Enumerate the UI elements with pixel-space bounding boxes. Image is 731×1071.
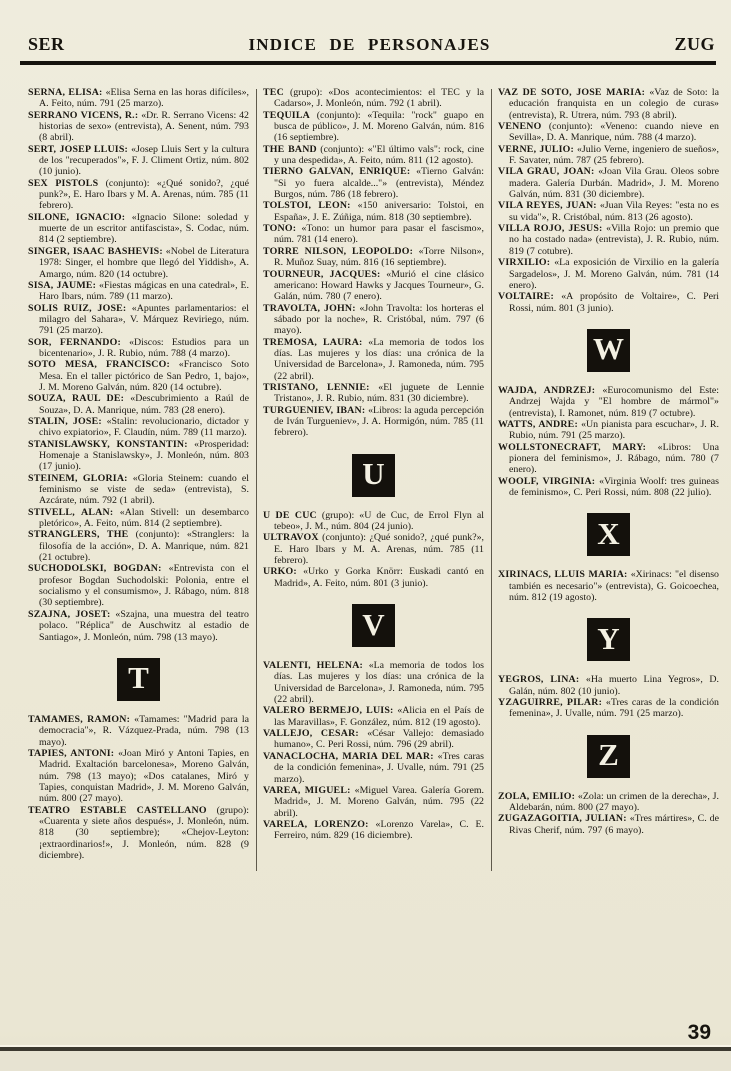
entry-name: TEATRO ESTABLE CASTELLANO xyxy=(28,804,207,816)
entry-name: VALLEJO, CESAR: xyxy=(263,728,359,740)
index-entry: TONO: «Tono: un humor para pasar el fascismo», núm. 781 (14 enero). xyxy=(263,223,484,246)
index-entry: STIVELL, ALAN: «Alan Stivell: un desembarco pletórico», A. Feito, núm. 814 (2 septiembre). xyxy=(28,506,249,530)
index-entry: TRAVOLTA, JOHN: «John Travolta: los horteras el sábado por la noche», R. Cristóbal, núm. 797 (6 mayo). xyxy=(263,302,484,337)
index-entry: ZOLA, EMILIO: «Zola: un crimen de la derecha», J. Aldebarán, núm. 800 (27 mayo). xyxy=(498,790,719,814)
entry-name: TRISTANO, LENNIE: xyxy=(263,381,370,393)
header-right-range: ZUG xyxy=(674,34,715,54)
column-separator-1 xyxy=(256,89,257,871)
entry-name: TOLSTOI, LEON: xyxy=(263,200,351,212)
column-separator-2 xyxy=(491,89,492,871)
header-rule xyxy=(20,61,716,65)
entry-name: VALERO BERMEJO, LUIS: xyxy=(263,705,394,717)
index-entry: XIRINACS, LLUIS MARIA: «Xirinacs: "el disenso también es necesario"» (entrevista), G. Goicoechea, núm. 812 (19 agosto). xyxy=(498,569,719,603)
index-entry: SERRANO VICENS, R.: «Dr. R. Serrano Vicens: 42 historias de sexo» (entrevista), A. Senent, núm. 793 (8 abril). xyxy=(28,109,249,144)
index-entry: U DE CUC (grupo): «U de Cuc, de Errol Flyn al tebeo», J. M., núm. 804 (24 junio). xyxy=(263,509,484,532)
index-entry: VALERO BERMEJO, LUIS: «Alicia en el País de las Maravillas», F. González, núm. 812 (19 agosto). xyxy=(263,705,484,728)
index-entry: URKO: «Urko y Gorka Knörr: Euskadi cantó en Madrid», A. Feito, núm. 801 (3 junio). xyxy=(263,566,484,589)
index-entry: STALIN, JOSE: «Stalin: revolucionario, dictador y chivo expiatorio», F. Claudín, núm. 789 (11 marzo). xyxy=(28,415,249,439)
entry-name: SOTO MESA, FRANCISCO: xyxy=(28,359,171,371)
index-entry: TRISTANO, LENNIE: «El juguete de Lennie Tristano», J. R. Rubio, núm. 831 (30 diciembre). xyxy=(263,381,484,405)
section-letter-Z xyxy=(587,735,630,778)
entry-name: SOLIS RUIZ, JOSE: xyxy=(28,302,127,314)
entry-name: VENENO xyxy=(498,121,542,133)
entry-name: VALENTI, HELENA: xyxy=(263,660,364,672)
section-letter-V xyxy=(352,604,395,647)
index-entry: SEX PISTOLS (conjunto): «¿Qué sonido?, ¿qué punk?», E. Haro Ibars y M. A. Arenas, núm. 785 (11 febrero). xyxy=(28,177,249,212)
entry-name: TIERNO GALVAN, ENRIQUE: xyxy=(263,166,411,178)
entry-name: SUCHODOLSKI, BOGDAN: xyxy=(28,563,162,575)
index-entry: VILA REYES, JUAN: «Juan Vila Reyes: "esta no es su vida"», R. Cristóbal, núm. 813 (26 agosto). xyxy=(498,200,719,223)
entry-name: SINGER, ISAAC BASHEVIS: xyxy=(28,245,163,257)
entry-name: VILA REYES, JUAN: xyxy=(498,200,597,212)
index-entry: WOLLSTONECRAFT, MARY: «Libros: Una pionera del feminismo», J. Rábago, núm. 780 (7 enero). xyxy=(498,441,720,476)
section-letter-T xyxy=(117,658,160,701)
entry-name: SEX PISTOLS xyxy=(28,177,99,189)
index-entry: ZUGAZAGOITIA, JULIAN: «Tres mártires», C. de Rivas Cherif, núm. 797 (6 mayo). xyxy=(498,813,719,836)
index-entry: VILA GRAU, JOAN: «Joan Vila Grau. Oleos sobre madera. Galería Durbán. Madrid», J. M. Moreno Galván, núm. 831 (30 diciembre). xyxy=(498,166,719,201)
index-entry: STRANGLERS, THE (conjunto): «Stranglers: la filosofía de la acción», D. A. Manrique, núm. 821 (21 octubre). xyxy=(28,529,249,564)
index-columns xyxy=(28,87,718,871)
entry-name: SERNA, ELISA: xyxy=(28,87,103,98)
index-entry: TEQUILA (conjunto): «Tequila: "rock" guapo en busca de público», J. M. Moreno Galván, núm. 816 (16 septiembre). xyxy=(263,109,484,144)
entry-name: THE BAND xyxy=(263,143,317,155)
index-entry: VENENO (conjunto): «Veneno: cuando nieve en Sevilla», D. A. Manrique, núm. 788 (4 marzo). xyxy=(498,121,719,144)
section-letter-U xyxy=(352,454,395,497)
entry-name: XIRINACS, LLUIS MARIA: xyxy=(498,569,628,581)
index-entry: SINGER, ISAAC BASHEVIS: «Nobel de Literatura 1978: Singer, el hombre que llegó del Yiddish», A. Amargo, núm. 820 (14 octubre). xyxy=(28,245,249,280)
section-letter-glyph: Y xyxy=(597,620,620,656)
entry-name: WATTS, ANDRE: xyxy=(498,418,578,430)
entry-name: SOR, FERNANDO: xyxy=(28,336,121,348)
index-column-3 xyxy=(498,87,719,871)
index-entry: TREMOSA, LAURA: «La memoria de todos los días. Las mujeres y los días: una crónica de la Universidad de Barcelona», J. Ramoneda, núm. 795 (22 abril). xyxy=(263,336,484,382)
section-letter-glyph: W xyxy=(593,331,624,367)
index-entry: VERNE, JULIO: «Julio Verne, ingeniero de sueños», F. Savater, núm. 787 (25 febrero). xyxy=(498,143,719,167)
page-number: 39 xyxy=(687,1021,711,1044)
background-below-page xyxy=(0,1051,731,1071)
index-entry: VIRXILIO: «La exposición de Virxilio en la galería Sargadelos», J. M. Moreno Galván, núm. 781 (14 enero). xyxy=(498,257,719,291)
index-entry: VALLEJO, CESAR: «César Vallejo: demasiado humano», C. Peri Rossi, núm. 796 (29 abril). xyxy=(263,728,484,751)
index-entry: TEATRO ESTABLE CASTELLANO (grupo): «Cuarenta y siete años después», J. Monleón, núm. 818 (30 septiembre); «Chejov-Leyton: ¡extraordinarios!», J. Monleón, núm. 828 (9 diciembre). xyxy=(28,804,249,861)
entry-name: TAMAMES, RAMON: xyxy=(28,713,131,725)
index-entry: STEINEM, GLORIA: «Gloria Steinem: cuando el feminismo se viste de seda» (entrevista), S. Azcárate, núm. 792 (1 abril). xyxy=(28,472,249,507)
header-left-range: SER xyxy=(28,34,65,54)
entry-name: TRAVOLTA, JOHN: xyxy=(263,302,356,314)
entry-name: VILLA ROJO, JESUS: xyxy=(498,223,603,235)
index-entry: VARELA, LORENZO: «Lorenzo Varela», C. E. Ferreiro, núm. 829 (16 diciembre). xyxy=(263,818,484,842)
entry-name: VILA GRAU, JOAN: xyxy=(498,166,595,178)
index-entry: SZAJNA, JOSET: «Szajna, una muestra del teatro polaco. "Réplica" de Auschwitz al estadio de Santiago», J. Monleón, núm. 798 (13 mayo). xyxy=(28,608,249,643)
section-letter-X xyxy=(587,513,630,556)
entry-name: YZAGUIRRE, PILAR: xyxy=(498,697,603,709)
section-letter-glyph: X xyxy=(597,515,620,551)
entry-name: TEQUILA xyxy=(263,109,310,121)
entry-name: U DE CUC xyxy=(263,509,317,521)
index-entry: TOURNEUR, JACQUES: «Murió el cine clásico americano: Howard Hawks y Jacques Tourneur», G. Galán, núm. 780 (7 enero). xyxy=(263,268,484,303)
entry-name: SERRANO VICENS, R.: xyxy=(28,109,139,121)
entry-name: TONO: xyxy=(263,223,297,235)
index-entry: THE BAND (conjunto): «"El último vals": rock, cine y una despedida», A. Feito, núm. 811 (12 agosto). xyxy=(263,143,484,167)
index-entry: VAZ DE SOTO, JOSE MARIA: «Vaz de Soto: la educación franquista en un colegio de curas» (entrevista), R. Utrera, núm. 793 (8 abril). xyxy=(498,87,719,121)
index-entry: VILLA ROJO, JESUS: «Villa Rojo: un premio que no ha costado nada» (entrevista), J. R. Rubio, núm. 819 (7 cotubre). xyxy=(498,223,719,257)
entry-name: WOLLSTONECRAFT, MARY: xyxy=(498,441,647,453)
index-entry: SISA, JAUME: «Fiestas mágicas en una catedral», E. Haro Ibars, núm. 789 (11 marzo). xyxy=(28,279,249,303)
entry-name: SISA, JAUME: xyxy=(28,279,97,291)
index-entry: WOOLF, VIRGINIA: «Virginia Woolf: tres guineas de feminismo», C. Peri Rossi, núm. 808 (22 julio). xyxy=(498,475,720,498)
index-entry: STANISLAWSKY, KONSTANTIN: «Prosperidad: Homenaje a Stanislawsky», J. Monleón, núm. 803 (17 junio). xyxy=(28,438,249,473)
index-entry: WATTS, ANDRE: «Un pianista para escuchar», J. R. Rubio, núm. 791 (25 marzo). xyxy=(498,418,719,442)
index-entry: WAJDA, ANDRZEJ: «Eurocomunismo del Este: Andrzej Wajda y "El hombre de mármol"» (entrevista), I. Ramonet, núm. 819 (7 octubre). xyxy=(498,384,719,419)
entry-name: TORRE NILSON, LEOPOLDO: xyxy=(263,245,414,257)
entry-name: VANACLOCHA, MARIA DEL MAR: xyxy=(263,750,434,762)
entry-name: TEC xyxy=(263,87,284,98)
section-letter-glyph: T xyxy=(128,660,149,696)
index-entry: TURGUENIEV, IBAN: «Libros: la aguda percepción de Iván Turgueniev», J. A. Hormigón, núm. 785 (11 febrero). xyxy=(263,404,484,439)
entry-name: ZUGAZAGOITIA, JULIAN: xyxy=(498,813,627,825)
index-entry: SUCHODOLSKI, BOGDAN: «Entrevista con el profesor Bogdan Suchodolski: Polonia, entre el socialismo y el consumismo», J. Rábago, núm. 818 (30 septiembre). xyxy=(28,563,249,609)
index-entry: SERNA, ELISA: «Elisa Serna en las horas difíciles», A. Feito, núm. 791 (25 marzo). xyxy=(28,87,249,110)
entry-name: ULTRAVOX xyxy=(263,532,319,544)
entry-name: SZAJNA, JOSET: xyxy=(28,608,111,620)
entry-name: URKO: xyxy=(263,566,297,578)
page-header xyxy=(28,34,715,55)
entry-name: VOLTAIRE: xyxy=(498,291,554,303)
entry-name: TAPIES, ANTONI: xyxy=(28,747,115,759)
section-letter-glyph: Z xyxy=(598,737,619,773)
page-title: INDICE DE PERSONAJES xyxy=(248,35,491,54)
entry-name: TOURNEUR, JACQUES: xyxy=(263,268,381,280)
index-entry: YEGROS, LINA: «Ha muerto Lina Yegros», D. Galán, núm. 802 (10 junio). xyxy=(498,674,719,697)
index-entry: VAREA, MIGUEL: «Miguel Varea. Galería Gorem. Madrid», J. M. Moreno Galván, núm. 795 (22 abril). xyxy=(263,784,485,819)
index-entry: VALENTI, HELENA: «La memoria de todos los días. Las mujeres y los días: una crónica de la Universidad de Barcelona», J. Ramoneda, núm. 795 (22 abril). xyxy=(263,660,484,706)
entry-name: TREMOSA, LAURA: xyxy=(263,336,363,348)
index-entry: SOUZA, RAUL DE: «Descubrimiento a Raúl de Souza», D. A. Manrique, núm. 783 (28 enero). xyxy=(28,393,249,416)
entry-name: VAREA, MIGUEL: xyxy=(263,784,351,796)
entry-name: WAJDA, ANDRZEJ: xyxy=(498,384,596,396)
index-entry: SILONE, IGNACIO: «Ignacio Silone: soledad y muerte de un escritor antifascista», S. Codac, núm. 814 (2 septiembre). xyxy=(28,211,249,246)
index-entry: YZAGUIRRE, PILAR: «Tres caras de la condición femenina», J. Uvalle, núm. 791 (25 marzo). xyxy=(498,697,719,720)
entry-name: ZOLA, EMILIO: xyxy=(498,790,576,802)
section-letter-W xyxy=(587,329,630,372)
index-entry: SOLIS RUIZ, JOSE: «Apuntes parlamentarios: el milagro del Sahara», V. Márquez Reviriego, núm. 791 (25 marzo). xyxy=(28,302,249,337)
entry-name: STALIN, JOSE: xyxy=(28,415,102,427)
index-entry: SOTO MESA, FRANCISCO: «Francisco Soto Mesa. En el taller pictórico de San Pedro, 1, bajo», J. M. Moreno Galván, núm. 820 (14 octubre). xyxy=(28,359,249,393)
index-entry: TIERNO GALVAN, ENRIQUE: «Tierno Galván: "Si yo fuera alcalde..."» (entrevista), Méndez Burgos, núm. 786 (18 febrero). xyxy=(263,166,484,201)
index-entry: SERT, JOSEP LLUIS: «Josep Lluis Sert y la cultura de los "recuperados"», F. J. Climent Ortiz, núm. 802 (10 junio). xyxy=(28,143,249,178)
entry-name: STIVELL, ALAN: xyxy=(28,506,114,518)
section-letter-Y xyxy=(587,618,630,661)
entry-name: VARELA, LORENZO: xyxy=(263,818,369,830)
entry-name: STEINEM, GLORIA: xyxy=(28,472,128,484)
entry-name: STANISLAWSKY, KONSTANTIN: xyxy=(28,438,188,450)
index-entry: TAMAMES, RAMON: «Tamames: "Madrid para la democracia"», R. Vázquez-Prada, núm. 798 (13 mayo). xyxy=(28,713,249,748)
index-entry: VANACLOCHA, MARIA DEL MAR: «Tres caras de la condición femenina», J. Uvalle, núm. 791 (25 marzo). xyxy=(263,750,484,785)
entry-name: WOOLF, VIRGINIA: xyxy=(498,475,596,487)
section-letter-glyph: V xyxy=(362,606,385,642)
section-letter-glyph: U xyxy=(362,456,385,492)
entry-name: VAZ DE SOTO, JOSE MARIA: xyxy=(498,87,646,98)
entry-name: SERT, JOSEP LLUIS: xyxy=(28,143,129,155)
entry-name: SILONE, IGNACIO: xyxy=(28,211,126,223)
index-entry: SOR, FERNANDO: «Discos: Estudios para un bicentenario», J. R. Rubio, núm. 788 (4 marzo). xyxy=(28,336,249,359)
index-entry: TORRE NILSON, LEOPOLDO: «Torre Nilson», R. Muñoz Suay, núm. 816 (16 septiembre). xyxy=(263,245,484,269)
index-entry: TEC (grupo): «Dos acontecimientos: el TEC y la Cadarso», J. Monleón, núm. 792 (1 abril). xyxy=(263,87,484,110)
index-entry: TOLSTOI, LEON: «150 aniversario: Tolstoi, en España», J. E. Zúñiga, núm. 818 (30 septiembre). xyxy=(263,200,484,223)
entry-name: YEGROS, LINA: xyxy=(498,674,580,686)
entry-name: TURGUENIEV, IBAN: xyxy=(263,404,366,416)
index-column-1 xyxy=(28,87,249,871)
index-entry: VOLTAIRE: «A propósito de Voltaire», C. Peri Rossi, núm. 801 (3 junio). xyxy=(498,291,719,314)
index-entry: ULTRAVOX (conjunto): ¿Qué sonido?, ¿qué punk?», E. Haro Ibars y M. A. Arenas, núm. 785 (11 febrero). xyxy=(263,532,484,567)
entry-name: STRANGLERS, THE xyxy=(28,529,129,541)
index-column-2 xyxy=(263,87,484,871)
entry-name: SOUZA, RAUL DE: xyxy=(28,393,125,405)
index-entry: TAPIES, ANTONI: «Joan Miró y Antoni Tapies, en Madrid. Exaltación barcelonesa», Moreno Galván, núm. 798 (13 mayo); «Dos catalanes, Miró y Tapies, conquistan Madrid», J. M. Moreno Galván, núm. 800 (27 mayo). xyxy=(28,747,250,805)
entry-name: VERNE, JULIO: xyxy=(498,143,575,155)
entry-name: VIRXILIO: xyxy=(498,257,551,269)
